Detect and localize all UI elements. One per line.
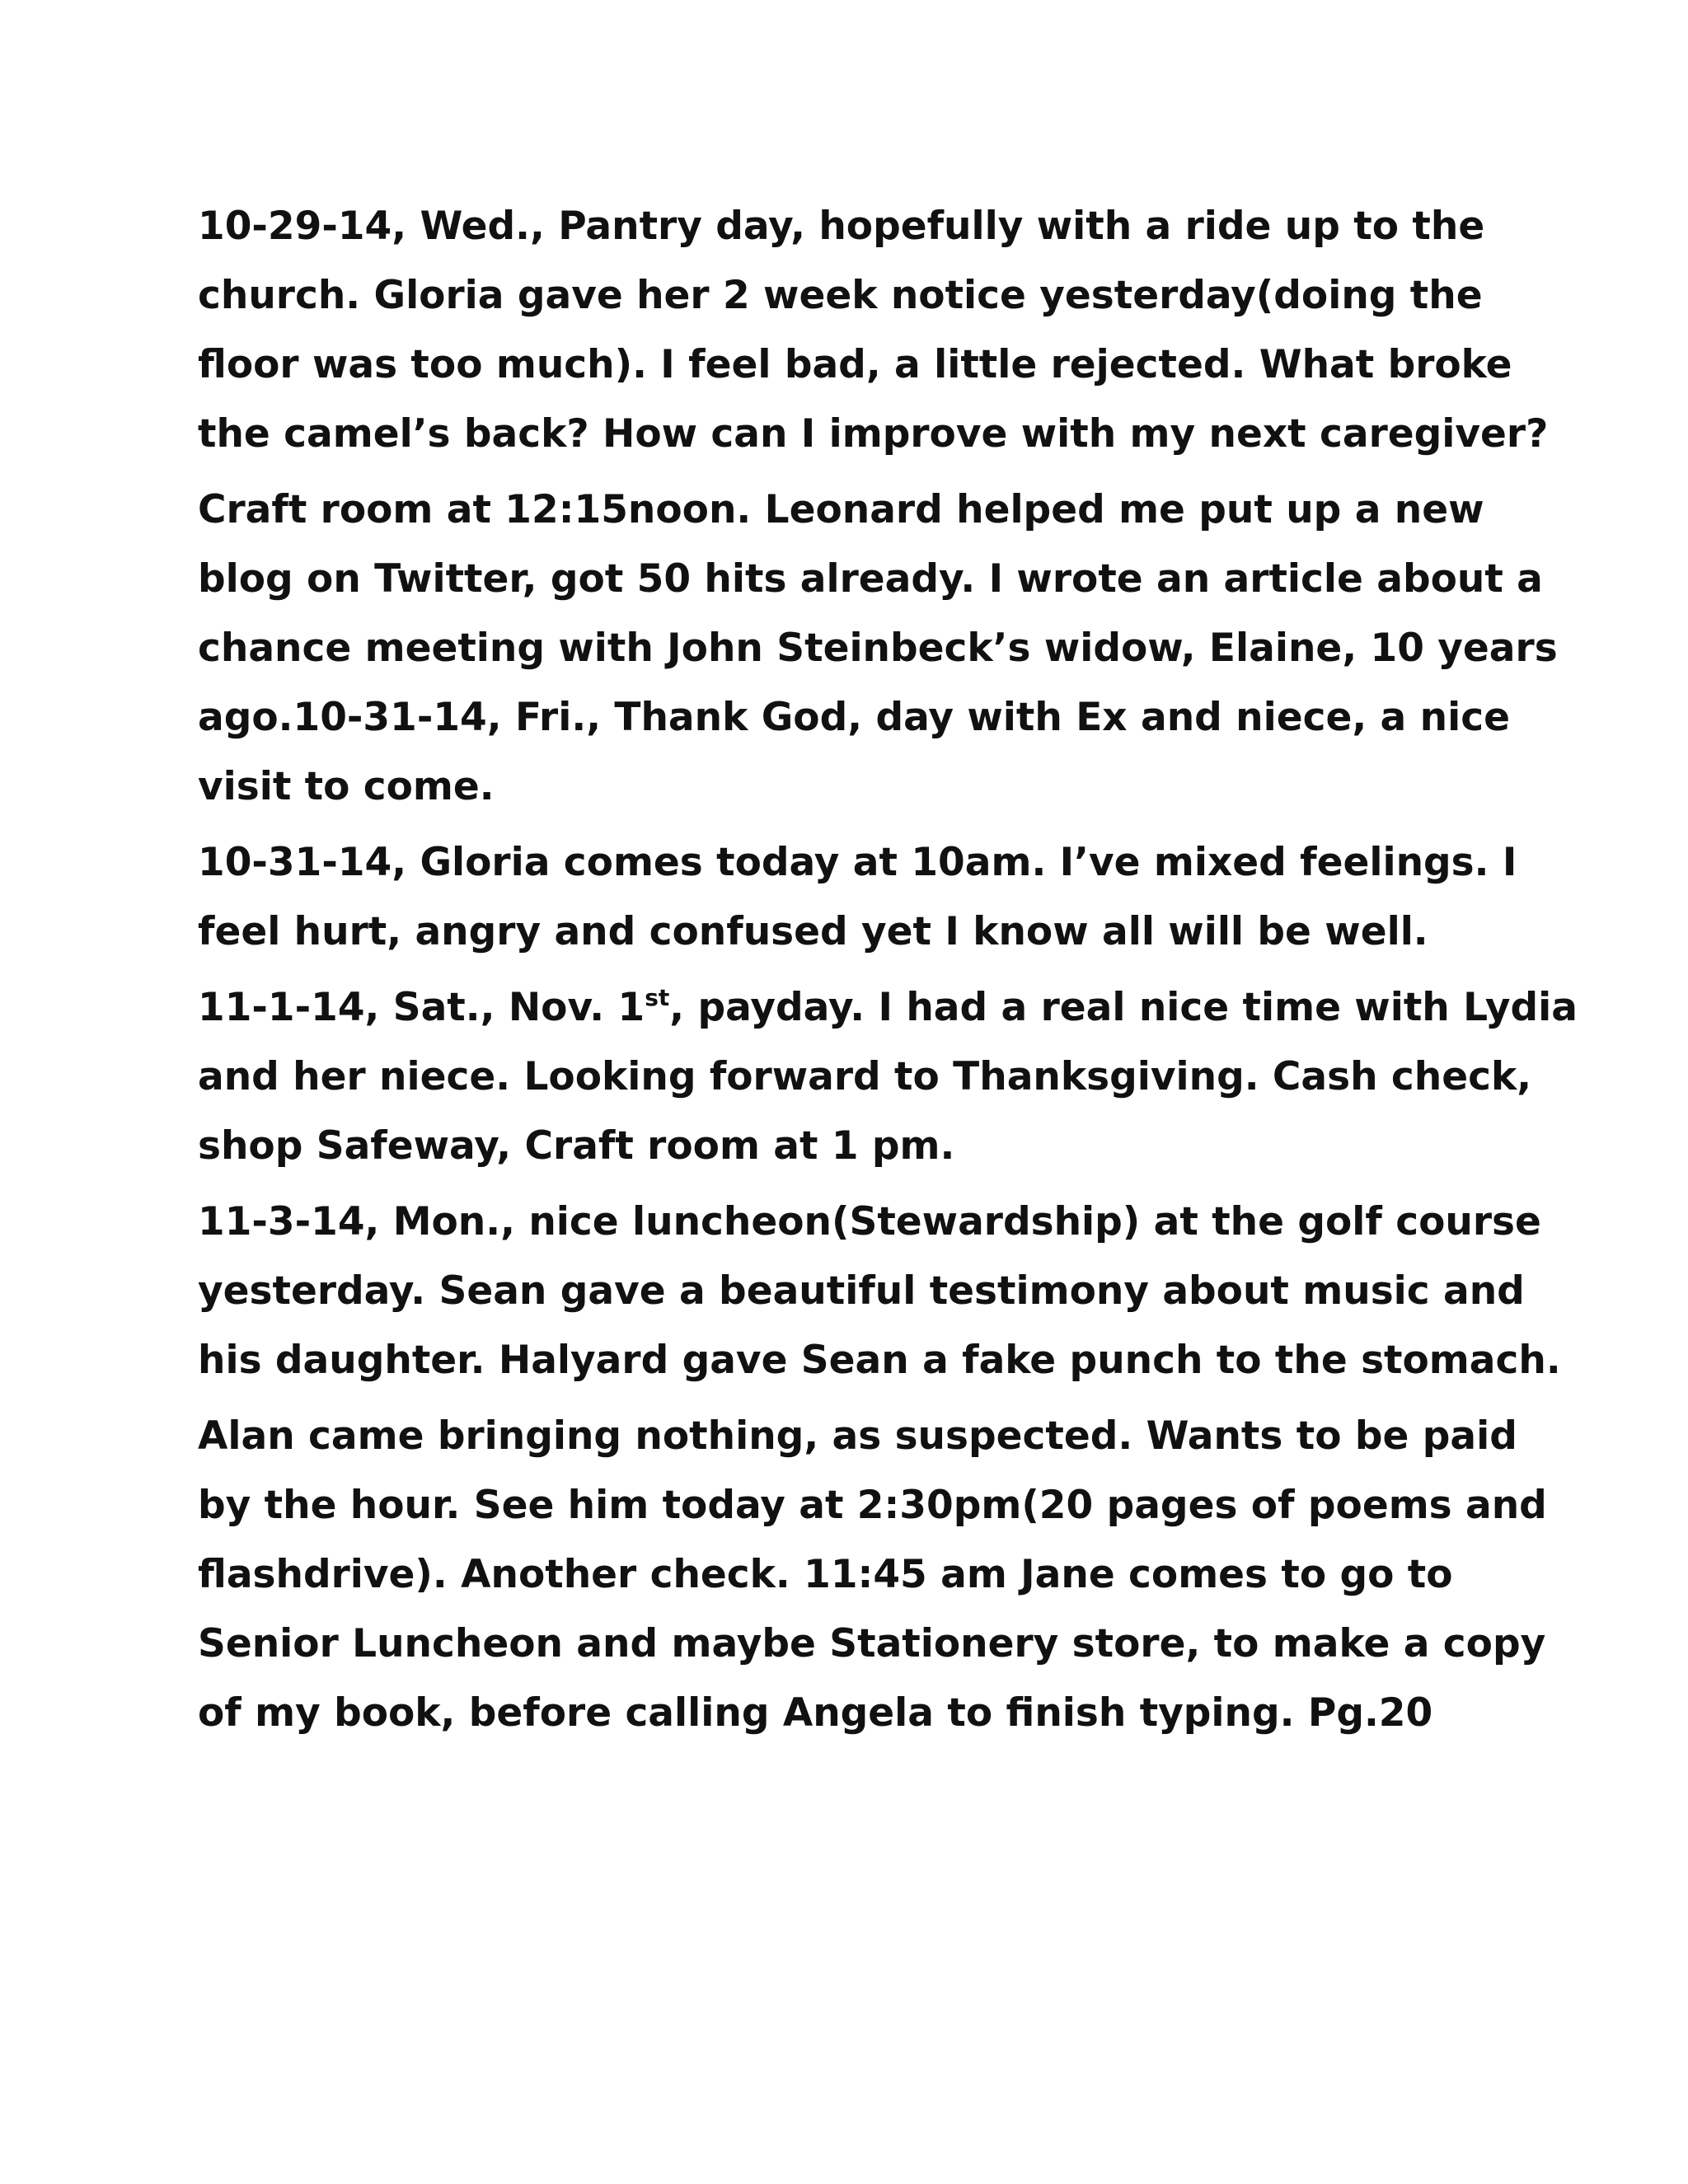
text-line: the camel’s back? How can I improve with my next caregiver? xyxy=(198,411,1549,457)
text-line: feel hurt, angry and confused yet I know all will be well. xyxy=(198,909,1428,954)
text-line: shop Safeway, Craft room at 1 pm. xyxy=(198,1123,955,1169)
text-segment: 11-1-14, Sat., Nov. 1 xyxy=(198,985,645,1030)
journal-text xyxy=(198,192,1578,1755)
journal-entry-10-29 xyxy=(198,192,1549,469)
text-line: his daughter. Halyard gave Sean a fake punch to the stomach. xyxy=(198,1338,1561,1383)
text-line: 10-29-14, Wed., Pantry day, hopefully with a ride up to the xyxy=(198,204,1485,249)
text-line: 10-31-14, Gloria comes today at 10am. I’ve mixed feelings. I xyxy=(198,840,1517,885)
journal-entry-craft-room xyxy=(198,476,1558,822)
journal-entry-10-31 xyxy=(198,828,1517,967)
text-line: Alan came bringing nothing, as suspected. Wants to be paid xyxy=(198,1413,1517,1459)
text-line: 11-3-14, Mon., nice luncheon(Stewardship) at the golf course xyxy=(198,1199,1541,1244)
ordinal-suffix: st xyxy=(645,984,670,1011)
text-line: chance meeting with John Steinbeck’s widow, Elaine, 10 years xyxy=(198,626,1558,671)
text-segment: , payday. I had a real nice time with Lydia xyxy=(669,985,1578,1030)
text-line: Craft room at 12:15noon. Leonard helped me put up a new xyxy=(198,487,1484,532)
text-line: and her niece. Looking forward to Thanksgiving. Cash check, xyxy=(198,1054,1532,1099)
text-line: flashdrive). Another check. 11:45 am Jane comes to go to xyxy=(198,1552,1453,1597)
text-line: yesterday. Sean gave a beautiful testimony about music and xyxy=(198,1268,1525,1314)
journal-entry-11-1 xyxy=(198,973,1578,1181)
text-line: by the hour. See him today at 2:30pm(20 pages of poems and xyxy=(198,1483,1547,1528)
journal-entry-11-3 xyxy=(198,1188,1561,1395)
journal-entry-alan xyxy=(198,1402,1547,1748)
text-line: blog on Twitter, got 50 hits already. I wrote an article about a xyxy=(198,556,1543,602)
text-line xyxy=(198,973,1578,1043)
text-line: floor was too much). I feel bad, a little rejected. What broke xyxy=(198,342,1512,387)
text-line: church. Gloria gave her 2 week notice yesterday(doing the xyxy=(198,273,1483,318)
text-line: of my book, before calling Angela to finish typing. Pg.20 xyxy=(198,1690,1433,1736)
text-line: Senior Luncheon and maybe Stationery store, to make a copy xyxy=(198,1621,1546,1666)
text-line: visit to come. xyxy=(198,764,495,809)
text-line: ago.10-31-14, Fri., Thank God, day with Ex and niece, a nice xyxy=(198,695,1510,740)
